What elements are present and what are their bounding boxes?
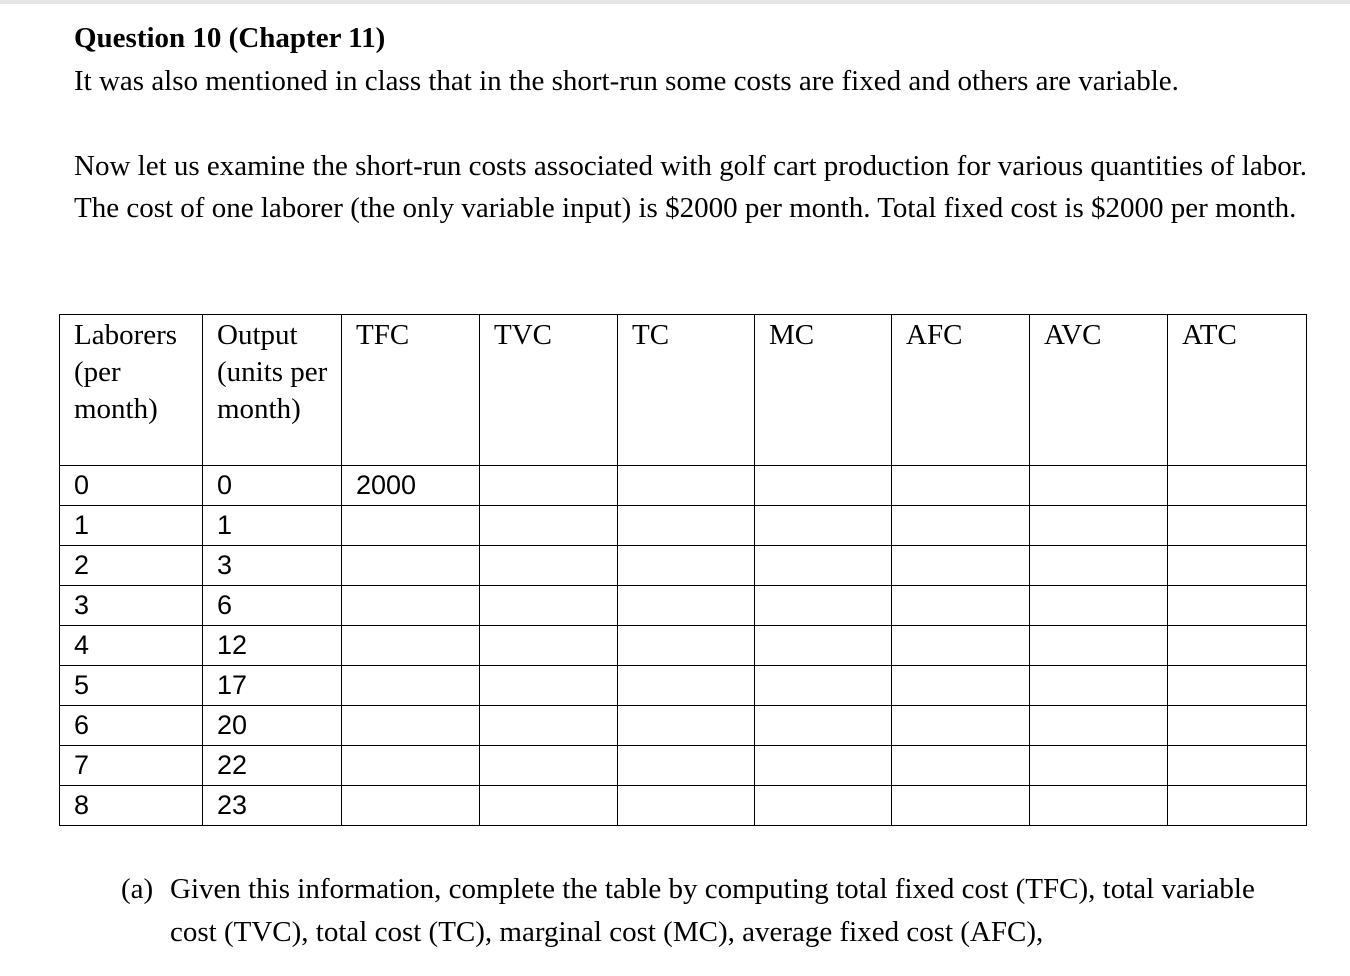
- cell-laborers: 4: [60, 626, 203, 666]
- cell-tfc: 2000: [342, 466, 480, 506]
- cell-tfc: [342, 706, 480, 746]
- cell-avc: [1030, 506, 1168, 546]
- cell-tc: [618, 506, 755, 546]
- cell-tvc: [480, 626, 618, 666]
- cell-atc: [1168, 466, 1307, 506]
- cell-avc: [1030, 666, 1168, 706]
- question-part-a-label: (a): [121, 873, 154, 905]
- table-row: [60, 706, 1307, 746]
- cell-laborers: 0: [60, 466, 203, 506]
- header-laborers: Laborers (per month): [60, 315, 203, 466]
- cell-avc: [1030, 626, 1168, 666]
- cell-atc: [1168, 706, 1307, 746]
- cell-tc: [618, 746, 755, 786]
- cell-output: 3: [203, 546, 342, 586]
- cell-tvc: [480, 746, 618, 786]
- cell-tfc: [342, 786, 480, 826]
- cell-avc: [1030, 786, 1168, 826]
- cell-atc: [1168, 786, 1307, 826]
- cell-laborers: 1: [60, 506, 203, 546]
- cell-tc: [618, 586, 755, 626]
- cell-afc: [892, 626, 1030, 666]
- cell-afc: [892, 786, 1030, 826]
- header-mc: MC: [755, 315, 892, 466]
- cell-tvc: [480, 706, 618, 746]
- cell-mc: [755, 666, 892, 706]
- cell-afc: [892, 586, 1030, 626]
- cell-mc: [755, 786, 892, 826]
- cell-mc: [755, 466, 892, 506]
- cell-tfc: [342, 746, 480, 786]
- table-row: [60, 666, 1307, 706]
- table-row: [60, 786, 1307, 826]
- cell-tc: [618, 626, 755, 666]
- cell-afc: [892, 506, 1030, 546]
- question-part-a: [121, 868, 1301, 954]
- cell-atc: [1168, 586, 1307, 626]
- header-output: Output (units per month): [203, 315, 342, 466]
- cell-atc: [1168, 666, 1307, 706]
- header-avc: AVC: [1030, 315, 1168, 466]
- cell-output: 1: [203, 506, 342, 546]
- cell-tc: [618, 786, 755, 826]
- cell-tc: [618, 546, 755, 586]
- cell-atc: [1168, 626, 1307, 666]
- cell-afc: [892, 466, 1030, 506]
- cell-avc: [1030, 586, 1168, 626]
- cell-laborers: 5: [60, 666, 203, 706]
- cell-laborers: 6: [60, 706, 203, 746]
- cell-mc: [755, 746, 892, 786]
- cell-avc: [1030, 466, 1168, 506]
- cell-mc: [755, 626, 892, 666]
- cell-tvc: [480, 466, 618, 506]
- cell-tvc: [480, 506, 618, 546]
- intro-paragraph: It was also mentioned in class that in the short-run some costs are fixed and others are variable.: [74, 65, 1179, 97]
- cell-mc: [755, 706, 892, 746]
- cell-output: 0: [203, 466, 342, 506]
- cell-laborers: 7: [60, 746, 203, 786]
- cell-output: 20: [203, 706, 342, 746]
- cell-tfc: [342, 506, 480, 546]
- cell-mc: [755, 546, 892, 586]
- cell-atc: [1168, 506, 1307, 546]
- cell-laborers: 2: [60, 546, 203, 586]
- cell-tvc: [480, 586, 618, 626]
- cell-avc: [1030, 746, 1168, 786]
- table-row: [60, 466, 1307, 506]
- cell-avc: [1030, 546, 1168, 586]
- cell-mc: [755, 586, 892, 626]
- header-tc: TC: [618, 315, 755, 466]
- top-divider: [0, 0, 1350, 4]
- context-paragraph: Now let us examine the short-run costs associated with golf cart production for various quantities of labor. The cost of one laborer (the only variable input) is $2000 per month. Total fixed cost is $2000 per month.: [74, 150, 1308, 224]
- cell-atc: [1168, 746, 1307, 786]
- table-row: [60, 546, 1307, 586]
- cell-tvc: [480, 666, 618, 706]
- table-row: [60, 626, 1307, 666]
- cell-afc: [892, 746, 1030, 786]
- table-row: [60, 586, 1307, 626]
- table-row: [60, 746, 1307, 786]
- cell-afc: [892, 666, 1030, 706]
- question-part-a-text: Given this information, complete the table by computing total fixed cost (TFC), total variable cost (TVC), total cost (TC), marginal cost (MC), average fixed cost (AFC),: [170, 873, 1255, 948]
- cell-atc: [1168, 546, 1307, 586]
- header-afc: AFC: [892, 315, 1030, 466]
- question-heading: Question 10 (Chapter 11): [74, 22, 386, 54]
- cell-laborers: 8: [60, 786, 203, 826]
- cell-output: 22: [203, 746, 342, 786]
- cost-table: [59, 314, 1307, 826]
- cell-afc: [892, 706, 1030, 746]
- cell-output: 6: [203, 586, 342, 626]
- cell-output: 17: [203, 666, 342, 706]
- cell-afc: [892, 546, 1030, 586]
- cell-tc: [618, 666, 755, 706]
- cell-tc: [618, 466, 755, 506]
- cell-tvc: [480, 546, 618, 586]
- cell-laborers: 3: [60, 586, 203, 626]
- header-atc: ATC: [1168, 315, 1307, 466]
- cell-mc: [755, 506, 892, 546]
- cell-tfc: [342, 546, 480, 586]
- cell-output: 12: [203, 626, 342, 666]
- cell-tfc: [342, 586, 480, 626]
- header-tvc: TVC: [480, 315, 618, 466]
- table-row: [60, 506, 1307, 546]
- cell-tfc: [342, 666, 480, 706]
- cell-avc: [1030, 706, 1168, 746]
- cell-tfc: [342, 626, 480, 666]
- table-header-row: [60, 315, 1307, 466]
- cell-output: 23: [203, 786, 342, 826]
- cell-tvc: [480, 786, 618, 826]
- header-tfc: TFC: [342, 315, 480, 466]
- cell-tc: [618, 706, 755, 746]
